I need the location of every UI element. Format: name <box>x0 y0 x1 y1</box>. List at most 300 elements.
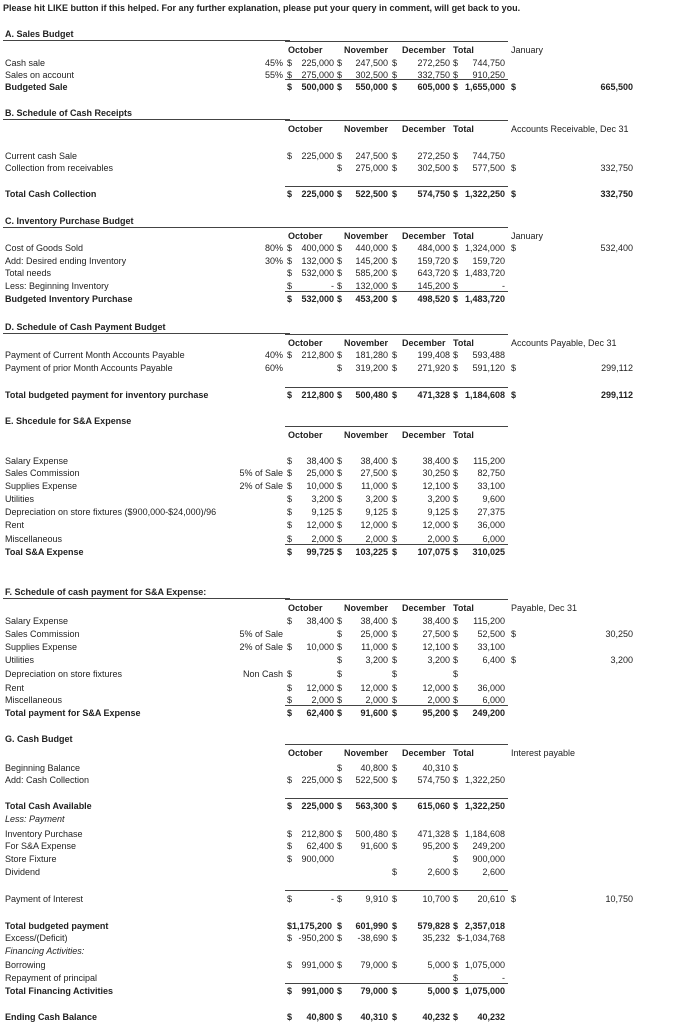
dollar-sign: $ <box>337 294 343 304</box>
row-label: Total Cash Collection <box>5 189 97 199</box>
value-cell: 247,500 <box>355 151 388 161</box>
header-rule <box>285 334 508 335</box>
value-cell: 35,232 <box>422 933 450 943</box>
value-cell: 591,120 <box>472 363 505 373</box>
value-cell: 563,300 <box>355 801 388 811</box>
dollar-sign: $ <box>392 456 398 466</box>
value-cell: 2,600 <box>427 867 450 877</box>
percent-cell: 45% <box>264 58 283 68</box>
dollar-sign: $ <box>453 82 459 92</box>
value-cell: 159,720 <box>472 256 505 266</box>
dollar-sign: $ <box>337 695 343 705</box>
dollar-sign: $ <box>392 801 398 811</box>
value-cell: 2,000 <box>311 534 334 544</box>
row-label: Cash sale <box>5 58 46 68</box>
section-title-underline <box>3 227 290 228</box>
value-cell: 744,750 <box>472 151 505 161</box>
dollar-sign: $ <box>392 256 398 266</box>
percent-cell: 55% <box>264 70 283 80</box>
dollar-sign: $ <box>453 616 459 626</box>
dollar-sign: $ <box>337 933 343 943</box>
column-header: Total <box>453 45 474 55</box>
dollar-sign: $ <box>337 494 343 504</box>
value-cell: 30,250 <box>605 629 633 639</box>
dollar-sign: $ <box>337 163 343 173</box>
value-cell: 36,000 <box>477 683 505 693</box>
header-rule <box>285 120 508 121</box>
dollar-sign: $ <box>453 547 459 557</box>
column-header: October <box>288 430 323 440</box>
dollar-sign: $ <box>453 683 459 693</box>
row-label: Repayment of principal <box>5 973 98 983</box>
dollar-sign: $ <box>453 281 459 291</box>
dollar-sign: $ <box>337 642 343 652</box>
header-rule <box>285 744 508 745</box>
value-cell: 665,500 <box>600 82 633 92</box>
dollar-sign: $ <box>337 256 343 266</box>
row-label: Total budgeted payment <box>5 921 109 931</box>
dollar-sign: $ <box>287 894 293 904</box>
value-cell: 453,200 <box>355 294 388 304</box>
value-cell: 212,800 <box>301 390 334 400</box>
value-cell: 159,720 <box>417 256 450 266</box>
column-header: Payable, Dec 31 <box>511 603 578 613</box>
dollar-sign: $ <box>287 281 293 291</box>
row-label: Cost of Goods Sold <box>5 243 84 253</box>
row-label: Beginning Balance <box>5 763 81 773</box>
dollar-sign: $ <box>287 468 293 478</box>
dollar-sign: $ <box>337 456 343 466</box>
column-header: November <box>344 338 389 348</box>
dollar-sign: $ <box>287 1012 293 1022</box>
value-cell: 27,500 <box>360 468 388 478</box>
value-cell: - <box>502 973 505 983</box>
column-header: November <box>344 124 389 134</box>
value-cell: 38,400 <box>360 616 388 626</box>
value-cell: 1,184,608 <box>464 390 505 400</box>
dollar-sign: $ <box>392 82 398 92</box>
dollar-sign: $ <box>337 481 343 491</box>
value-cell: 500,000 <box>301 82 334 92</box>
dollar-sign: $ <box>287 243 293 253</box>
row-label: Sales Commission <box>5 629 80 639</box>
dollar-sign: $ <box>453 243 459 253</box>
total-rule <box>285 983 508 984</box>
row-label: Supplies Expense <box>5 642 78 652</box>
dollar-sign: $ <box>453 894 459 904</box>
value-cell: -38,690 <box>357 933 388 943</box>
value-cell: 38,400 <box>422 456 450 466</box>
row-label: Sales Commission <box>5 468 80 478</box>
dollar-sign: $ <box>287 456 293 466</box>
column-header: October <box>288 45 323 55</box>
row-label: Payment of Current Month Accounts Payable <box>5 350 185 360</box>
value-cell: 643,720 <box>417 268 450 278</box>
value-cell: 440,000 <box>355 243 388 253</box>
value-cell: 12,000 <box>360 683 388 693</box>
value-cell: 95,200 <box>422 841 450 851</box>
dollar-sign: $ <box>392 655 398 665</box>
dollar-sign: $ <box>392 763 398 773</box>
section-title-underline <box>3 598 290 599</box>
value-cell: 6,000 <box>482 534 505 544</box>
value-cell: 5,000 <box>427 986 450 996</box>
value-cell: 1,322,250 <box>464 801 505 811</box>
value-cell: 225,000 <box>301 775 334 785</box>
value-cell: 115,200 <box>473 456 505 466</box>
value-cell: 275,000 <box>301 70 334 80</box>
value-cell: 103,225 <box>355 547 388 557</box>
value-cell: 2,000 <box>365 695 388 705</box>
dollar-sign: $ <box>392 867 398 877</box>
value-cell: 299,112 <box>600 390 633 400</box>
value-cell: 38,400 <box>422 616 450 626</box>
value-cell: 12,000 <box>306 520 334 530</box>
dollar-sign: $ <box>392 243 398 253</box>
value-cell: 9,125 <box>365 507 388 517</box>
dollar-sign: $ <box>511 243 517 253</box>
column-header: November <box>344 231 389 241</box>
value-cell: 9,910 <box>365 894 388 904</box>
value-cell: 574,750 <box>417 189 450 199</box>
dollar-sign: $ <box>337 189 343 199</box>
value-cell: 33,100 <box>477 642 505 652</box>
dollar-sign: $ <box>392 494 398 504</box>
dollar-sign: $ <box>453 507 459 517</box>
row-label: Ending Cash Balance <box>5 1012 98 1022</box>
value-cell: 272,250 <box>417 58 450 68</box>
dollar-sign: $ <box>392 669 398 679</box>
row-label: Toal S&A Expense <box>5 547 84 557</box>
value-cell: 11,000 <box>361 642 388 652</box>
dollar-sign: $ <box>392 481 398 491</box>
dollar-sign: $ <box>287 494 293 504</box>
row-label: Salary Expense <box>5 616 69 626</box>
column-header: October <box>288 231 323 241</box>
dollar-sign: $ <box>287 775 293 785</box>
dollar-sign: $ <box>287 669 293 679</box>
percent-cell: 5% of Sale <box>239 468 283 478</box>
dollar-sign: $ <box>453 841 459 851</box>
column-header: Total <box>453 430 474 440</box>
row-label: Dividend <box>5 867 41 877</box>
value-cell: 40,310 <box>422 763 450 773</box>
dollar-sign: $ <box>453 629 459 639</box>
section-title: A. Sales Budget <box>5 29 74 39</box>
value-cell: 27,500 <box>422 629 450 639</box>
section-title: D. Schedule of Cash Payment Budget <box>5 322 166 332</box>
value-cell: 532,000 <box>301 294 334 304</box>
value-cell: - <box>331 894 334 904</box>
dollar-sign: $ <box>453 151 459 161</box>
value-cell: 991,000 <box>301 986 334 996</box>
row-label: Total Cash Available <box>5 801 92 811</box>
value-cell: 36,000 <box>477 520 505 530</box>
dollar-sign: $ <box>453 655 459 665</box>
total-rule <box>285 387 508 388</box>
value-cell: 900,000 <box>472 854 505 864</box>
dollar-sign: $ <box>287 70 293 80</box>
value-cell: 40,310 <box>360 1012 388 1022</box>
dollar-sign: $ <box>392 294 398 304</box>
value-cell: 10,750 <box>605 894 633 904</box>
row-label: Utilities <box>5 655 35 665</box>
value-cell: 2,000 <box>365 534 388 544</box>
row-label: Budgeted Sale <box>5 82 68 92</box>
value-cell: 27,375 <box>477 507 505 517</box>
value-cell: 3,200 <box>610 655 633 665</box>
section-title: B. Schedule of Cash Receipts <box>5 108 133 118</box>
notice-text: Please hit LIKE button if this helped. For any further explanation, please put your query in comment, will get back to you. <box>3 3 521 13</box>
value-cell: 79,000 <box>360 960 388 970</box>
dollar-sign: $ <box>287 933 293 943</box>
dollar-sign: $ <box>453 986 459 996</box>
column-header: December <box>402 338 446 348</box>
value-cell: $1,175,200 <box>287 921 333 931</box>
value-cell: 10,700 <box>422 894 450 904</box>
dollar-sign: $ <box>337 894 343 904</box>
total-rule <box>285 186 508 187</box>
value-cell: 62,400 <box>306 708 334 718</box>
value-cell: 332,750 <box>417 70 450 80</box>
value-cell: 212,800 <box>301 350 334 360</box>
dollar-sign: $ <box>392 520 398 530</box>
dollar-sign: $ <box>511 390 517 400</box>
value-cell: 3,200 <box>427 494 450 504</box>
dollar-sign: $ <box>511 189 517 199</box>
dollar-sign: $ <box>453 268 459 278</box>
value-cell: 225,000 <box>301 58 334 68</box>
section-title-underline <box>3 333 290 334</box>
dollar-sign: $ <box>392 468 398 478</box>
total-rule <box>285 544 508 545</box>
dollar-sign: $ <box>453 708 459 718</box>
value-cell: 12,000 <box>422 520 450 530</box>
value-cell: 12,000 <box>360 520 388 530</box>
value-cell: 10,000 <box>306 642 334 652</box>
dollar-sign: $ <box>287 854 293 864</box>
value-cell: 1,075,000 <box>464 960 505 970</box>
value-cell: 744,750 <box>472 58 505 68</box>
value-cell: 1,483,720 <box>464 294 505 304</box>
value-cell: 107,075 <box>417 547 450 557</box>
dollar-sign: $ <box>337 775 343 785</box>
header-rule <box>285 227 508 228</box>
value-cell: 2,600 <box>482 867 505 877</box>
dollar-sign: $ <box>287 481 293 491</box>
dollar-sign: $ <box>287 268 293 278</box>
dollar-sign: $ <box>392 363 398 373</box>
value-cell: 20,610 <box>477 894 505 904</box>
dollar-sign: $ <box>453 854 459 864</box>
value-cell: 601,990 <box>355 921 388 931</box>
value-cell: 3,200 <box>365 655 388 665</box>
value-cell: 25,000 <box>360 629 388 639</box>
dollar-sign: $ <box>453 775 459 785</box>
value-cell: 500,480 <box>355 829 388 839</box>
dollar-sign: $ <box>392 70 398 80</box>
value-cell: 225,000 <box>301 151 334 161</box>
dollar-sign: $ <box>287 534 293 544</box>
dollar-sign: $ <box>337 763 343 773</box>
dollar-sign: $ <box>453 256 459 266</box>
value-cell: 471,328 <box>417 829 450 839</box>
value-cell: 40,232 <box>477 1012 505 1022</box>
value-cell: 1,075,000 <box>464 986 505 996</box>
row-label: Miscellaneous <box>5 534 63 544</box>
row-label: Utilities <box>5 494 35 504</box>
dollar-sign: $ <box>337 151 343 161</box>
row-label: Add: Desired ending Inventory <box>5 256 127 266</box>
column-header: October <box>288 124 323 134</box>
column-header: Interest payable <box>511 748 576 758</box>
dollar-sign: $ <box>453 468 459 478</box>
value-cell: 38,400 <box>306 456 334 466</box>
row-label: Sales on account <box>5 70 75 80</box>
value-cell: 275,000 <box>355 163 388 173</box>
column-header: December <box>402 45 446 55</box>
dollar-sign: $ <box>392 163 398 173</box>
percent-cell: 80% <box>264 243 283 253</box>
value-cell: -950,200 <box>298 933 334 943</box>
dollar-sign: $ <box>337 390 343 400</box>
dollar-sign: $ <box>287 520 293 530</box>
value-cell: 145,200 <box>417 281 450 291</box>
value-cell: 40,232 <box>422 1012 450 1022</box>
dollar-sign: $ <box>453 695 459 705</box>
value-cell: 532,400 <box>600 243 633 253</box>
column-header: November <box>344 45 389 55</box>
section-title-underline <box>3 119 290 120</box>
column-header: October <box>288 338 323 348</box>
dollar-sign: $ <box>337 683 343 693</box>
value-cell: 145,200 <box>355 256 388 266</box>
value-cell: 2,000 <box>427 534 450 544</box>
row-label: Less: Beginning Inventory <box>5 281 109 291</box>
section-title: G. Cash Budget <box>5 734 73 744</box>
dollar-sign: $ <box>392 350 398 360</box>
section-title-underline <box>3 40 290 41</box>
dollar-sign: $ <box>287 58 293 68</box>
value-cell: 574,750 <box>417 775 450 785</box>
row-label: Total needs <box>5 268 52 278</box>
value-cell: 9,600 <box>482 494 505 504</box>
dollar-sign: $ <box>392 281 398 291</box>
dollar-sign: $ <box>337 82 343 92</box>
dollar-sign: $ <box>287 256 293 266</box>
dollar-sign: $ <box>287 695 293 705</box>
value-cell: 10,000 <box>306 481 334 491</box>
column-header: Total <box>453 338 474 348</box>
dollar-sign: $ <box>287 507 293 517</box>
dollar-sign: $ <box>392 921 398 931</box>
dollar-sign: $ <box>337 960 343 970</box>
value-cell: 38,400 <box>306 616 334 626</box>
value-cell: 52,500 <box>477 629 505 639</box>
value-cell: 522,500 <box>355 189 388 199</box>
value-cell: 1,322,250 <box>464 775 505 785</box>
value-cell: 332,750 <box>600 189 633 199</box>
row-label: Total budgeted payment for inventory purchase <box>5 390 209 400</box>
dollar-sign: $ <box>453 829 459 839</box>
row-label: Supplies Expense <box>5 481 78 491</box>
dollar-sign: $ <box>337 243 343 253</box>
dollar-sign: $ <box>453 921 459 931</box>
value-cell: 1,655,000 <box>464 82 505 92</box>
column-header: December <box>402 603 446 613</box>
dollar-sign: $ <box>337 801 343 811</box>
row-label: Payment of prior Month Accounts Payable <box>5 363 173 373</box>
value-cell: 3,200 <box>427 655 450 665</box>
dollar-sign: $ <box>287 986 293 996</box>
dollar-sign: $ <box>392 629 398 639</box>
column-header: January <box>511 231 544 241</box>
percent-cell: 30% <box>264 256 283 266</box>
dollar-sign: $ <box>287 683 293 693</box>
dollar-sign: $ <box>392 642 398 652</box>
column-header: November <box>344 603 389 613</box>
dollar-sign: $ <box>287 189 293 199</box>
dollar-sign: $ <box>392 695 398 705</box>
percent-cell: 2% of Sale <box>239 642 283 652</box>
dollar-sign: $ <box>453 520 459 530</box>
dollar-sign: $ <box>453 534 459 544</box>
value-cell: 1,322,250 <box>464 189 505 199</box>
column-header: November <box>344 748 389 758</box>
row-label: Collection from receivables <box>5 163 114 173</box>
dollar-sign: $ <box>453 494 459 504</box>
value-cell: 500,480 <box>355 390 388 400</box>
value-cell: - <box>502 281 505 291</box>
value-cell: 3,200 <box>311 494 334 504</box>
row-label: Borrowing <box>5 960 46 970</box>
value-cell: 12,100 <box>422 481 450 491</box>
value-cell: 40,800 <box>306 1012 334 1022</box>
dollar-sign: $ <box>337 507 343 517</box>
dollar-sign: $ <box>337 829 343 839</box>
value-cell: 9,125 <box>427 507 450 517</box>
value-cell: 3,200 <box>365 494 388 504</box>
value-cell: 900,000 <box>301 854 334 864</box>
column-header: Total <box>453 124 474 134</box>
dollar-sign: $ <box>287 151 293 161</box>
value-cell: 585,200 <box>355 268 388 278</box>
value-cell: 1,184,608 <box>464 829 505 839</box>
value-cell: 593,488 <box>472 350 505 360</box>
dollar-sign: $ <box>392 189 398 199</box>
value-cell: 181,280 <box>355 350 388 360</box>
row-label: Total Financing Activities <box>5 986 114 996</box>
dollar-sign: $ <box>392 775 398 785</box>
dollar-sign: $ <box>287 642 293 652</box>
column-header: December <box>402 748 446 758</box>
value-cell: 62,400 <box>306 841 334 851</box>
total-rule <box>285 798 508 799</box>
header-rule <box>285 599 508 600</box>
value-cell: 302,500 <box>355 70 388 80</box>
column-header: November <box>344 430 389 440</box>
value-cell: 225,000 <box>301 189 334 199</box>
value-cell: 12,000 <box>306 683 334 693</box>
dollar-sign: $ <box>511 655 517 665</box>
total-rule <box>285 79 508 80</box>
row-label: Depreciation on store fixtures <box>5 669 123 679</box>
value-cell: 38,400 <box>360 456 388 466</box>
dollar-sign: $ <box>392 933 398 943</box>
row-label: Rent <box>5 520 25 530</box>
row-label: For S&A Expense <box>5 841 77 851</box>
percent-cell: 40% <box>264 350 283 360</box>
